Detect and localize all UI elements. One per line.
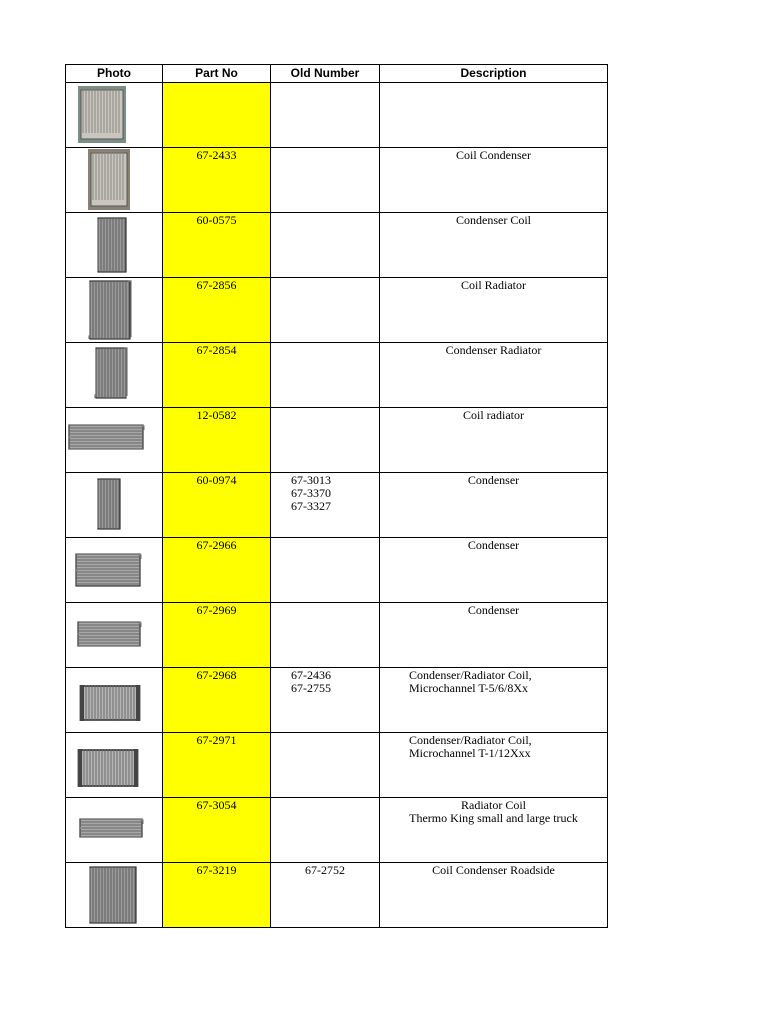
header-part-no: Part No <box>163 65 271 83</box>
photo-cell <box>66 408 163 473</box>
coil-condenser-photo <box>78 86 126 143</box>
table-row <box>66 538 608 603</box>
description-cell <box>380 473 608 538</box>
radiator-coil-photo <box>78 817 144 839</box>
old-number-value: 67-3327 <box>291 499 331 513</box>
old-number-value: 67-2752 <box>305 863 345 877</box>
condenser-coil-photo <box>96 217 128 273</box>
description-line: Condenser Radiator <box>445 343 542 357</box>
condenser-photo <box>76 620 142 648</box>
photo-cell <box>66 538 163 603</box>
parts-sheet <box>65 64 607 928</box>
table-body <box>66 83 608 928</box>
description-cell <box>380 798 608 863</box>
coil-condenser-photo <box>88 866 138 924</box>
description-line: Radiator Coil <box>461 798 526 812</box>
coil-radiator-photo <box>88 280 132 340</box>
part-no-cell: 67-2971 <box>163 733 271 798</box>
description-cell <box>380 83 608 148</box>
old-number-cell <box>271 863 380 928</box>
header-description: Description <box>380 65 608 83</box>
table-row <box>66 603 608 668</box>
photo-cell <box>66 733 163 798</box>
description-line: Condenser <box>467 603 520 617</box>
photo-cell <box>66 863 163 928</box>
header-photo: Photo <box>66 65 163 83</box>
old-number-cell <box>271 733 380 798</box>
old-number-cell <box>271 473 380 538</box>
condenser-photo <box>74 552 142 588</box>
old-number-value: 67-3013 <box>291 473 331 487</box>
microchannel-coil-photo <box>76 747 140 789</box>
photo-cell <box>66 473 163 538</box>
parts-table <box>65 64 608 928</box>
old-number-cell <box>271 603 380 668</box>
description-cell <box>380 213 608 278</box>
description-cell <box>380 148 608 213</box>
table-row <box>66 83 608 148</box>
description-line: Coil radiator <box>463 408 524 422</box>
photo-cell <box>66 278 163 343</box>
table-row <box>66 473 608 538</box>
old-number-cell <box>271 148 380 213</box>
part-no-cell: 60-0575 <box>163 213 271 278</box>
description-line: Condenser Coil <box>456 213 531 227</box>
old-number-value: 67-3370 <box>291 486 331 500</box>
description-cell <box>380 538 608 603</box>
photo-cell <box>66 603 163 668</box>
photo-cell <box>66 668 163 733</box>
old-number-value: 67-2436 <box>291 668 331 682</box>
photo-cell <box>66 148 163 213</box>
part-no-cell: 67-2854 <box>163 343 271 408</box>
table-row <box>66 863 608 928</box>
description-line: Coil Radiator <box>461 278 526 292</box>
part-no-cell: 67-2969 <box>163 603 271 668</box>
coil-condenser-photo <box>88 149 130 210</box>
description-line: Condenser <box>467 538 520 552</box>
part-no-cell: 67-2856 <box>163 278 271 343</box>
old-number-cell <box>271 798 380 863</box>
description-cell <box>380 733 608 798</box>
part-no-cell: 12-0582 <box>163 408 271 473</box>
microchannel-coil-photo <box>78 683 142 723</box>
photo-cell <box>66 343 163 408</box>
description-cell <box>380 408 608 473</box>
table-row <box>66 343 608 408</box>
header-row <box>66 65 608 83</box>
description-line: Coil Condenser Roadside <box>432 863 555 877</box>
photo-cell <box>66 213 163 278</box>
condenser-photo <box>96 478 122 530</box>
part-no-cell: 67-2968 <box>163 668 271 733</box>
part-no-cell: 67-3054 <box>163 798 271 863</box>
description-cell <box>380 668 608 733</box>
header-old-number: Old Number <box>271 65 380 83</box>
table-row <box>66 278 608 343</box>
table-row <box>66 408 608 473</box>
description-line: Condenser/Radiator Coil, <box>409 668 532 682</box>
description-line: Coil Condenser <box>456 148 531 162</box>
part-no-cell: 67-2966 <box>163 538 271 603</box>
old-number-value: 67-2755 <box>291 681 331 695</box>
old-number-cell <box>271 213 380 278</box>
old-number-cell <box>271 408 380 473</box>
condenser-radiator-photo <box>94 347 128 399</box>
description-line: Thermo King small and large truck <box>409 811 578 825</box>
description-line: Condenser <box>467 473 520 487</box>
photo-cell <box>66 83 163 148</box>
table-row <box>66 733 608 798</box>
table-row <box>66 213 608 278</box>
description-cell <box>380 603 608 668</box>
description-cell <box>380 863 608 928</box>
description-line: Microchannel T-1/12Xxx <box>409 746 531 760</box>
coil-radiator-photo <box>67 423 145 451</box>
photo-cell <box>66 798 163 863</box>
part-no-cell: 60-0974 <box>163 473 271 538</box>
description-line: Condenser/Radiator Coil, <box>409 733 532 747</box>
part-no-cell: 67-2433 <box>163 148 271 213</box>
old-number-cell <box>271 343 380 408</box>
old-number-cell <box>271 278 380 343</box>
table-row <box>66 148 608 213</box>
old-number-cell <box>271 538 380 603</box>
old-number-cell <box>271 83 380 148</box>
old-number-cell <box>271 668 380 733</box>
description-line: Microchannel T-5/6/8Xx <box>409 681 528 695</box>
part-no-cell <box>163 83 271 148</box>
description-cell <box>380 278 608 343</box>
table-row <box>66 798 608 863</box>
table-row <box>66 668 608 733</box>
part-no-cell: 67-3219 <box>163 863 271 928</box>
description-cell <box>380 343 608 408</box>
